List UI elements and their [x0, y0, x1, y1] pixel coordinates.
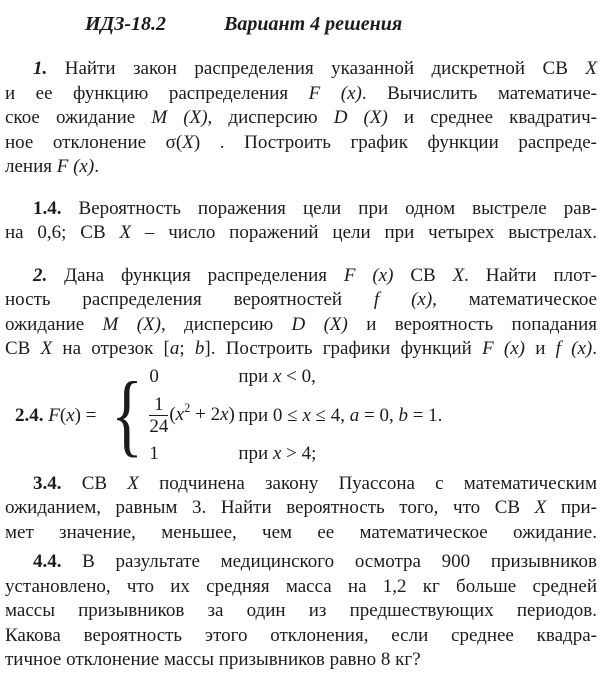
text-line: СВ X на отрезок [a; b]. Построить графики функций F (x) и f (x). [5, 338, 597, 359]
text-line: ское ожидание M (X), дисперсию D (X) и среднее квадратич- [5, 107, 598, 128]
formula-label: 2.4. [15, 404, 44, 426]
left-brace: { [111, 362, 144, 465]
text-line: тичное отклонение массы призывников равно 8 кг? [5, 649, 421, 670]
case-row [149, 364, 442, 391]
problem-3-4 [5, 472, 597, 546]
text-line: мет значение, меньшее, чем ее математическое ожидание. [5, 521, 597, 543]
text-line: Какова вероятность этого отклонения, если среднее квадра- [5, 624, 597, 646]
case-condition: при x < 0, [238, 366, 316, 387]
text-line: 1.4. Вероятность поражения цели при одном выстреле рав- [33, 197, 597, 219]
case-expression: 1 [149, 443, 159, 464]
case-row [149, 441, 442, 468]
problem-2 [5, 264, 597, 362]
title-variant: Вариант 4 решения [224, 13, 403, 35]
case-condition: при x > 4; [238, 443, 317, 464]
text-line: и ее функцию распределения F (x). Вычислить математиче- [5, 82, 598, 104]
text-line: 4.4. В разультате медицинского осмотра 900 призывников [33, 551, 597, 572]
text-line: 1. Найти закон распределения указанной дискретной СВ X [33, 58, 597, 79]
case-condition: при 0 ≤ x ≤ 4, a = 0, b = 1. [238, 404, 443, 426]
text-line: 3.4. СВ X подчинена закону Пуассона с математическим [33, 472, 597, 494]
text-line: ное отклонение σ(X) . Построить график функции распреде- [5, 131, 597, 153]
text-line: на 0,6; СВ X – число поражений цели при четырех выстрелах. [5, 222, 597, 243]
document-body-after [5, 472, 597, 673]
formula-cases [149, 364, 442, 468]
case-expression: $\frac{1}{24}$ $(x^2 + 2x)$ [149, 394, 235, 437]
text-line: 2. Дана функция распределения F (x) СВ X. Найти плот- [33, 264, 597, 286]
page-title [85, 12, 597, 37]
text-line: ления F (x). [5, 156, 99, 177]
formula-2-4 [15, 364, 597, 468]
fraction: $\frac{1}{24}$ [149, 394, 169, 437]
text-line: ожидание M (X), дисперсию D (X) и вероятность попадания [5, 313, 597, 335]
case-row [149, 391, 442, 441]
text-line: массы призывников за один из предшествующих периодов. [5, 600, 597, 621]
title-course-code: ИДЗ-18.2 [85, 13, 167, 35]
document-body-before [5, 57, 597, 362]
problem-1-4 [5, 197, 597, 246]
text-line: установлено, что их средняя масса на 1,2 кг больше средней [5, 575, 597, 597]
case-expression: 0 [149, 366, 159, 387]
problem-4-4 [5, 550, 597, 673]
text-line: ожиданием, равным 3. Найти вероятность того, что СВ X при- [5, 497, 597, 518]
formula-lhs [15, 405, 101, 427]
text-line: ность распределения вероятностей f (x), математическое [5, 289, 597, 310]
formula-lhs-expression: F(x) = [48, 404, 102, 426]
problem-1 [5, 57, 597, 180]
